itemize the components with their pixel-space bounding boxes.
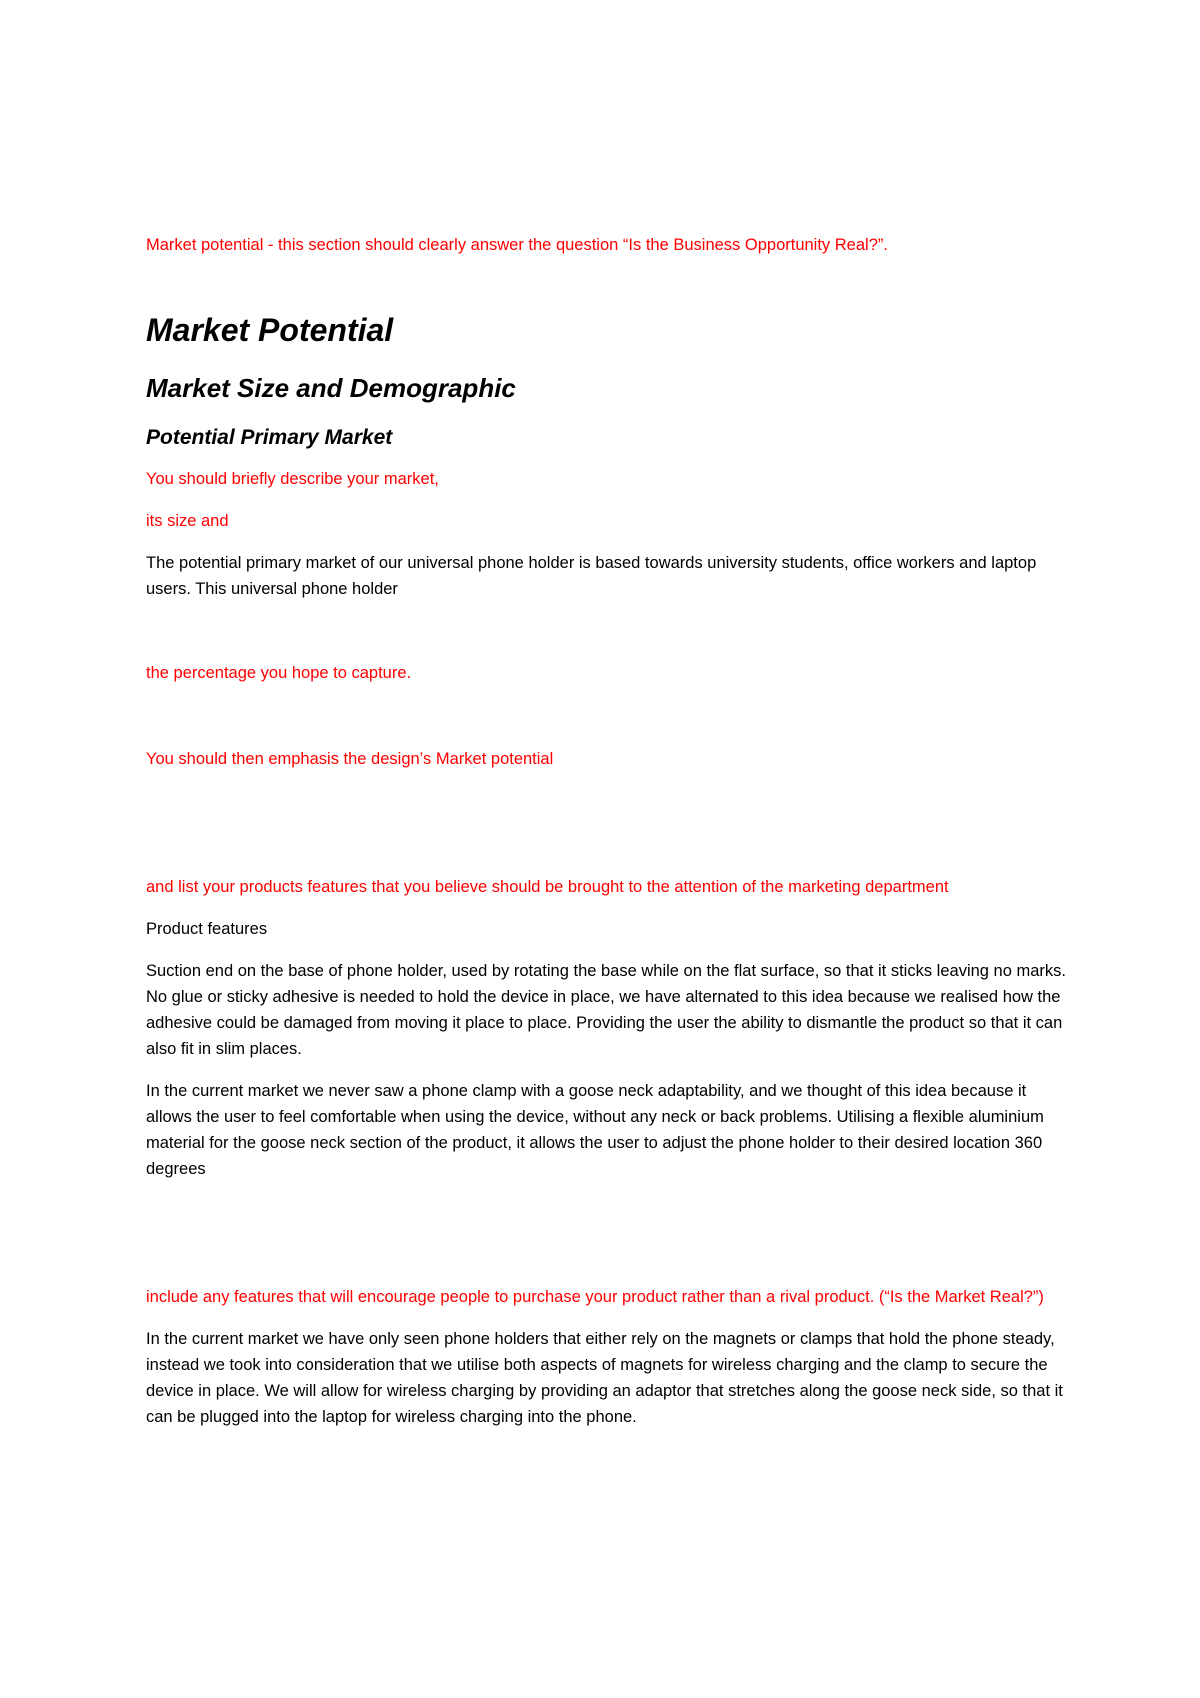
feature-wireless-paragraph: In the current market we have only seen phone holders that either rely on the magnets or clamps that hold the phone steady, instead we took into consideration that we utilise both aspects of magnets for wireless charging and the clamp to secure the device in place. We will allow for wireless charging by providing an adaptor that stretches along the goose neck side, so that it can be plugged into the laptop for wireless charging into the phone. (146, 1330, 1063, 1426)
instruction-list-features: and list your products features that you believe should be brought to the attention of the marketing department (146, 878, 949, 896)
instruction-size: its size and (146, 512, 229, 530)
feature-suction-paragraph: Suction end on the base of phone holder, used by rotating the base while on the flat surface, so that it sticks leaving no marks. No glue or sticky adhesive is needed to hold the device in place, we have alternated to this idea because we realised how the adhesive could be damaged from moving it place to place. Providing the user the ability to dismantle the product so that it can also fit in slim places. (146, 962, 1066, 1058)
document-title: Market Potential (146, 312, 394, 348)
intro-instruction-note: Market potential - this section should clearly answer the question “Is the Business Opportunity Real?”. (146, 236, 888, 254)
section-heading-market-size: Market Size and Demographic (146, 373, 516, 403)
feature-gooseneck-paragraph: In the current market we never saw a phone clamp with a goose neck adaptability, and we thought of this idea because it allows the user to feel comfortable when using the device, without any neck or back problems. Utilising a flexible aluminium material for the goose neck section of the product, it allows the user to adjust the phone holder to their desired location 360 degrees (146, 1082, 1044, 1178)
instruction-emphasis: You should then emphasis the design’s Market potential (146, 750, 554, 768)
document-body (146, 232, 1076, 1430)
product-features-label: Product features (146, 920, 268, 938)
primary-market-paragraph: The potential primary market of our universal phone holder is based towards university students, office workers and laptop users. This universal phone holder (146, 554, 1037, 598)
instruction-percentage: the percentage you hope to capture. (146, 664, 412, 682)
instruction-rival-product: include any features that will encourage people to purchase your product rather than a rival product. (“Is the Market Real?”) (146, 1288, 1044, 1306)
instruction-describe-market: You should briefly describe your market, (146, 470, 439, 488)
subsection-heading-primary-market: Potential Primary Market (146, 426, 393, 449)
